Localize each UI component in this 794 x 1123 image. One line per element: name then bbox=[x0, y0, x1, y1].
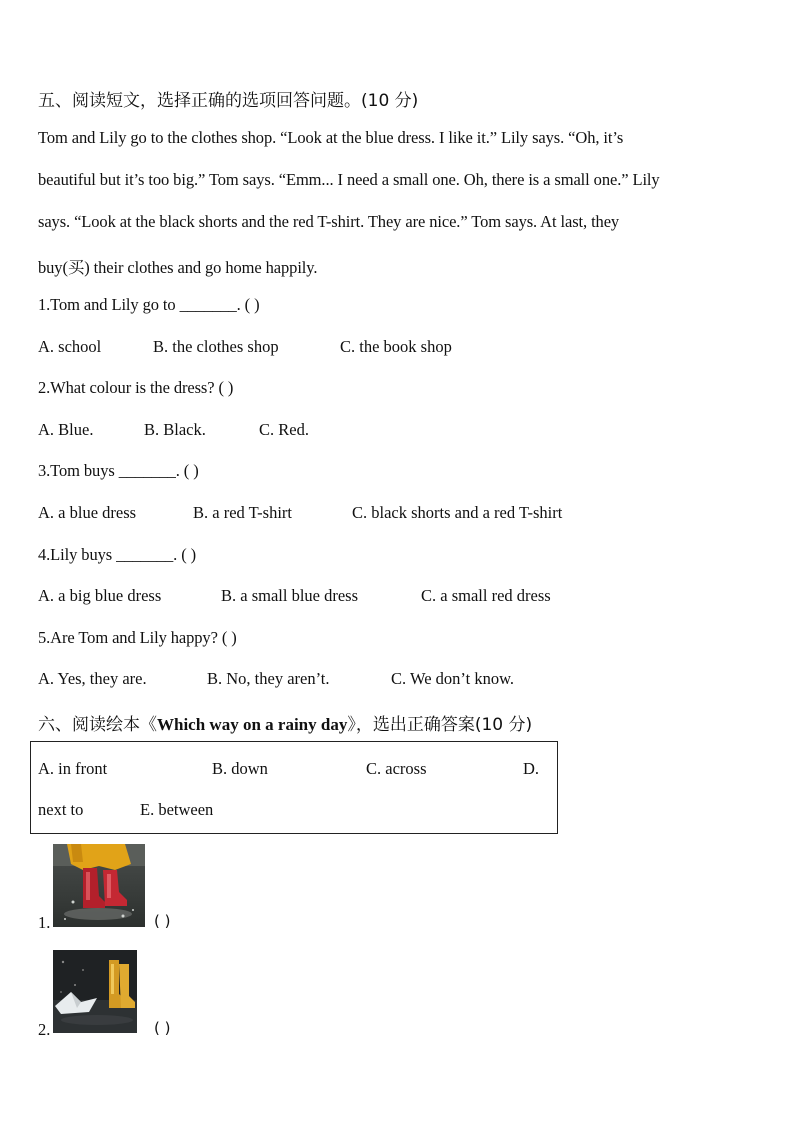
q2-option-b: B. Black. bbox=[144, 420, 206, 439]
item-1-number: 1. bbox=[38, 913, 51, 932]
section-5-title: 五、阅读短文，选择正确的选项回答问题。(10 分) bbox=[38, 91, 419, 111]
question-2: 2.What colour is the dress? ( ) bbox=[38, 378, 234, 397]
book-title: Which way on a rainy day bbox=[157, 715, 348, 734]
question-3: 3.Tom buys _______. ( ) bbox=[38, 461, 199, 480]
section-6-title-suffix: 》，选出正确答案(10 分) bbox=[347, 715, 533, 735]
q4-option-c: C. a small red dress bbox=[421, 586, 551, 605]
q4-option-a: A. a big blue dress bbox=[38, 586, 162, 605]
q2-option-c: C. Red. bbox=[259, 420, 309, 439]
q3-option-c: C. black shorts and a red T-shirt bbox=[352, 503, 563, 522]
passage-line-1: Tom and Lily go to the clothes shop. “Look at the blue dress. I like it.” Lily says. “Oh, it’s bbox=[38, 128, 624, 147]
q5-option-a: A. Yes, they are. bbox=[38, 669, 147, 688]
q1-option-b: B. the clothes shop bbox=[153, 337, 279, 356]
word-option-c: C. across bbox=[366, 759, 427, 778]
q1-option-c: C. the book shop bbox=[340, 337, 452, 356]
picture-yellow-boots bbox=[53, 950, 137, 1033]
q3-option-a: A. a blue dress bbox=[38, 503, 137, 522]
q3-option-b: B. a red T-shirt bbox=[193, 503, 292, 522]
item-1-answer-blank[interactable]: ( ) bbox=[154, 912, 171, 930]
passage-line-4: buy(买) their clothes and go home happily. bbox=[38, 258, 318, 277]
word-option-e: E. between bbox=[140, 800, 214, 819]
word-box bbox=[30, 741, 558, 834]
q5-option-c: C. We don’t know. bbox=[391, 669, 515, 688]
item-2-answer-blank[interactable]: ( ) bbox=[154, 1019, 171, 1037]
word-option-b: B. down bbox=[212, 759, 268, 778]
word-option-d-text: next to bbox=[38, 800, 84, 819]
word-option-d: D. bbox=[523, 759, 540, 778]
q2-option-a: A. Blue. bbox=[38, 420, 94, 439]
question-5: 5.Are Tom and Lily happy? ( ) bbox=[38, 628, 237, 647]
q5-option-b: B. No, they aren’t. bbox=[207, 669, 330, 688]
passage-line-2: beautiful but it’s too big.” Tom says. “Emm... I need a small one. Oh, there is a small one.” Lily bbox=[38, 170, 660, 189]
q1-option-a: A. school bbox=[38, 337, 102, 356]
q4-option-b: B. a small blue dress bbox=[221, 586, 359, 605]
section-6-title-prefix: 六、阅读绘本《 bbox=[38, 715, 157, 735]
section-6-title bbox=[38, 710, 532, 735]
word-option-a: A. in front bbox=[38, 759, 108, 778]
question-4: 4.Lily buys _______. ( ) bbox=[38, 545, 197, 564]
question-1: 1.Tom and Lily go to _______. ( ) bbox=[38, 295, 260, 314]
picture-red-boots bbox=[53, 844, 145, 927]
passage-line-3: says. “Look at the black shorts and the red T-shirt. They are nice.” Tom says. At last, they bbox=[38, 212, 620, 231]
item-2-number: 2. bbox=[38, 1020, 51, 1039]
